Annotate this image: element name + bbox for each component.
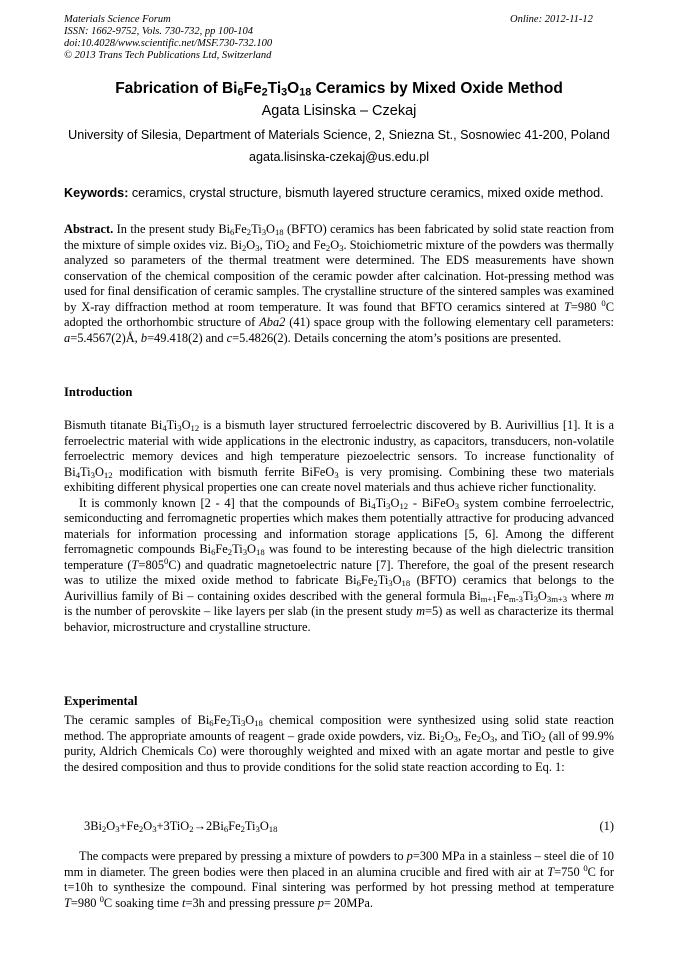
paper-title [0,80,678,98]
abstract: Abstract. In the present study $Bi_6Fe_2Ti_3O_{18}$ (BFTO) ceramics has been fabricated by solid state reaction from the mixture of simple oxides viz. $Bi_2O_3$, TiO$_2$ and $Fe_2O_3$. Stoichiometric mixture of the powders was thermally analyzed so parameters of the thermal treatment were determined. The EDS measurements have shown conservation of the chemical composition of the ceramic powder after calcination. Hot-pressing method was used for final densification of ceramic samples. The crystalline structure of the sintered samples was examined by X-ray diffraction method at room temperature. It was found that BFTO ceramics sintered at T=980 $^0$C adopted the orthorhombic structure of Aba2 (41) space group with the following elementary cell parameters: a=5.4567(2)Å, b=49.418(2) and c=5.4826(2). Details concerning the atom’s positions are presented. [64,222,615,345]
introduction-body: Bismuth titanate $Bi_4Ti_3O_{12}$ is a bismuth layer structured ferroelectric discovered by B. Aurivillius [1]. It is a ferroelectric material with wide applications in the electronic industry, as capacitors, transducers, non-volatile ferroelectric memory devices and high temperature piezoelectric sensors. To increase functionality of $Bi_4Ti_3O_{12}$ modification with bismuth ferrite BiFeO$_3$ is very promising. Combining these two materials exhibiting different physical properties one can create novel materials and thus achieve richer functionality. It is commonly known [2 - 4] that the compounds of $Bi_4Ti_3O_{12}$ - BiFeO$_3$ system combine ferroelectric, semiconducting and ferromagnetic properties which makes them potentially attractive for producing advanced materials for information processing and information storage applications [5, 6]. Among the different ferromagnetic compounds $Bi_6Fe_2Ti_3O_{18}$ was found to be interesting because of the high dielectric transition temperature $(T=805^0C)$ and quadratic magnetoelectric nature [7]. Therefore, the goal of the present research was to utilize the mixed oxide method to fabricate $Bi_6Fe_2Ti_3O_{18}$ (BFTO) ceramics that belongs to the Aurivillius family of Bi – containing oxides described with the general formula $Bi_{m+1}Fe_{m-3}Ti_3O_{3m+3}$ where m is the number of perovskite – like layers per slab (in the present study m=5) as well as characterize its thermal behavior, microstructure and crystalline structure. [64,418,615,634]
equation-1 [84,819,614,834]
equation-formula: $3Bi_2O_3+Fe_2O_3+3TiO_2\to 2Bi_6Fe_2Ti_3O_{18}$ [84,819,278,835]
doi-line: doi:10.4028/www.scientific.net/MSF.730-732.100 [64,38,273,49]
issn-line: ISSN: 1662-9752, Vols. 730-732, pp 100-104 [64,26,253,37]
abstract-label: Abstract. [64,222,114,236]
author-email: agata.lisinska-czekaj@us.edu.pl [248,150,430,164]
affiliation: University of Silesia, Department of Materials Science, 2, Sniezna St., Sosnowiec 41-200, Poland [68,128,610,142]
title-prefix: Fabrication of [115,80,222,97]
online-date: Online: 2012-11-12 [510,14,593,25]
journal-name: Materials Science Forum [64,14,171,25]
keywords [64,186,624,200]
author-name: Agata Lisinska – Czekaj [261,103,417,119]
keywords-text: ceramics, crystal structure, bismuth layered structure ceramics, mixed oxide method. [128,186,604,200]
title-suffix: Ceramics by Mixed Oxide Method [311,80,563,97]
keywords-label: Keywords: [64,186,129,200]
experimental-body: The ceramic samples of $Bi_6Fe_2Ti_3O_{18}$ chemical composition were synthesized using solid state reaction method. The appropriate amounts of reagent – grade oxide powders, viz. $Bi_2O_3$, $Fe_2O_3$, and TiO$_2$ (all of 99.9% purity, Aldrich Chemicals Co) were thoroughly weighted and mixed with an agate mortar and pestle to give the desired composition and thus to provide conditions for the solid state reaction according to Eq. 1: [64,713,615,774]
section-heading-introduction: Introduction [64,385,133,399]
copyright-line: © 2013 Trans Tech Publications Ltd, Switzerland [64,50,272,61]
journal-header [64,14,272,62]
experimental-body-continued: The compacts were prepared by pressing a mixture of powders to p=300 MPa in a stainless – steel die of 10 mm in diameter. The green bodies were then placed in an alumina crucible and fired with air at T=750 $^0$C for t=10h to synthesize the compound. Final sintering was performed by hot pressing method at temperature T=980 $^0$C soaking time t=3h and pressing pressure p= 20MPa. [64,849,615,910]
section-heading-experimental: Experimental [64,694,138,708]
equation-number: (1) [599,819,614,833]
title-formula: $Bi_6Fe_2Ti_3O_{18}$ [221,80,312,99]
